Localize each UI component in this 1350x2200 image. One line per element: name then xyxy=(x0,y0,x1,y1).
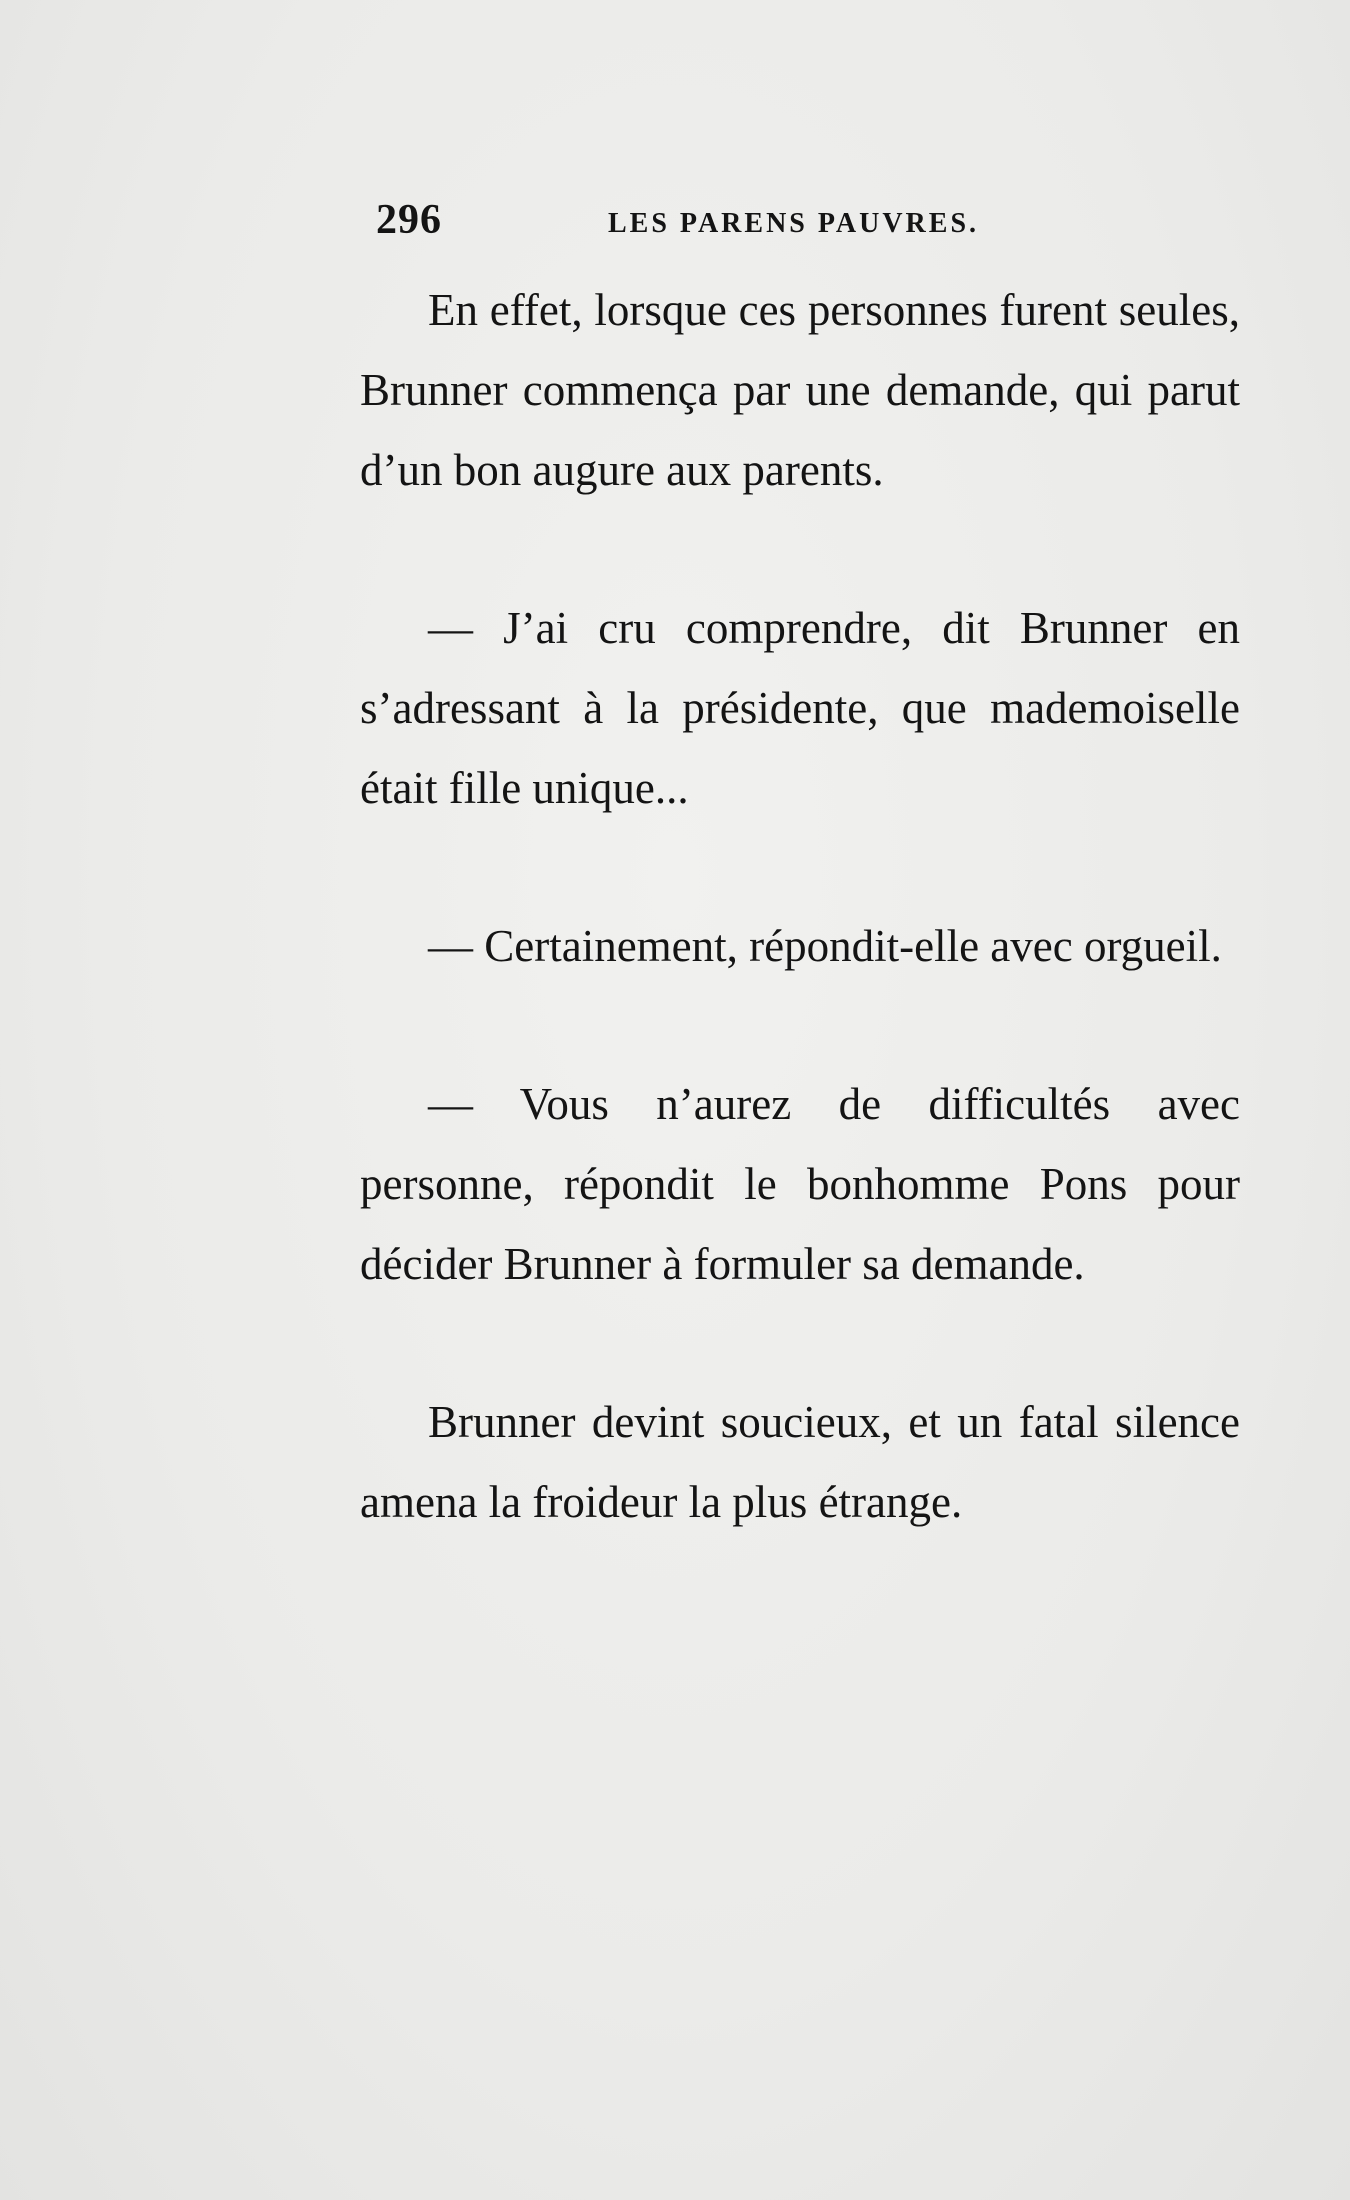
page-header xyxy=(370,192,1030,252)
paragraph: — J’ai cru comprendre, dit Brunner en s’adressant à la présidente, que mademoiselle était fille unique... xyxy=(360,603,1240,813)
paragraph: En effet, lorsque ces personnes furent seules, Brunner commença par une demande, qui parut d’un bon augure aux parents. xyxy=(360,285,1240,495)
body-text xyxy=(360,270,1240,1542)
running-title: LES PARENS PAUVRES. xyxy=(608,208,980,239)
page-number: 296 xyxy=(376,197,442,243)
paragraph: Brunner devint soucieux, et un fatal silence amena la froideur la plus étrange. xyxy=(360,1397,1240,1527)
paragraph: — Vous n’aurez de difficultés avec personne, répondit le bonhomme Pons pour décider Brunner à formuler sa demande. xyxy=(360,1079,1240,1289)
paragraph: — Certainement, répondit-elle avec orgueil. xyxy=(428,921,1222,971)
